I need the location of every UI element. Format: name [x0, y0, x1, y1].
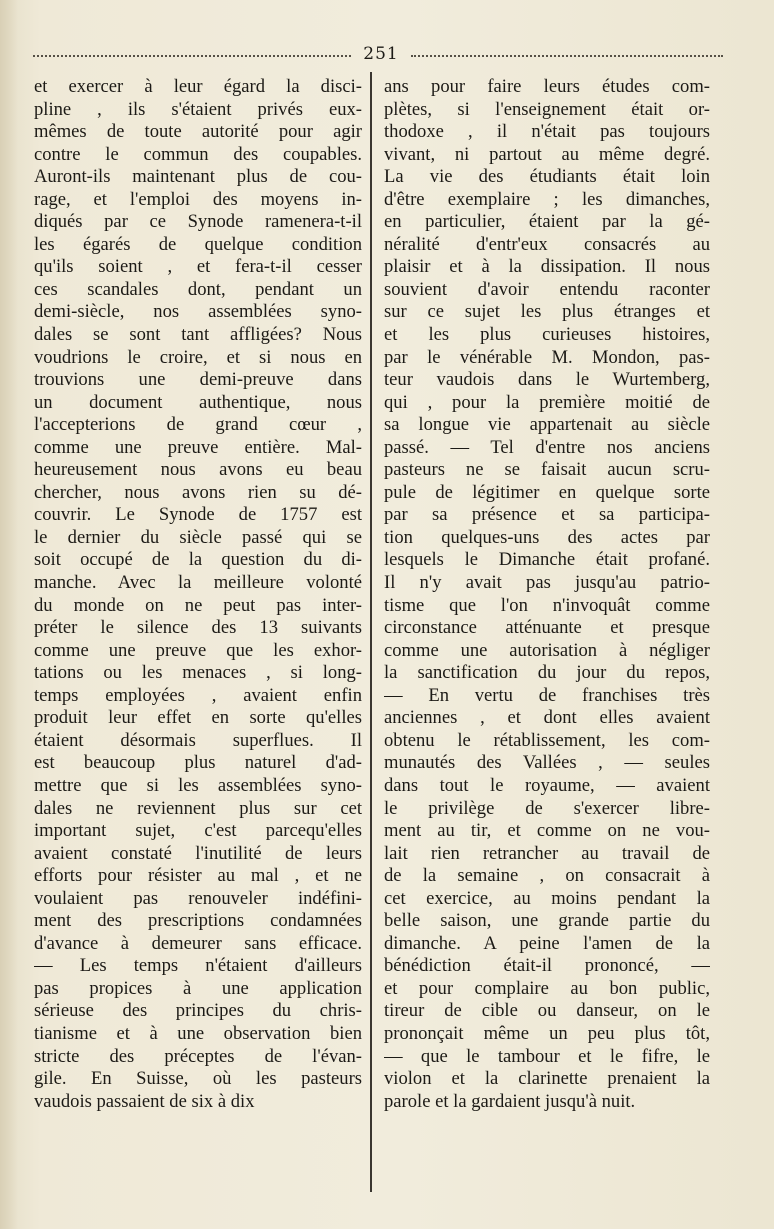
- text-column-right: [384, 76, 710, 1113]
- text-line: comme une autorisation à négliger: [384, 639, 710, 661]
- text-line: obtenu le rétablissement, les com-: [384, 729, 710, 751]
- text-line: l'accepterions de grand cœur ,: [34, 414, 362, 436]
- text-line: demi-siècle, nos assemblées syno-: [34, 301, 362, 323]
- text-line: dans tout le royaume, — avaient: [384, 774, 710, 796]
- text-line: couvrir. Le Synode de 1757 est: [34, 504, 362, 526]
- text-line: comme une preuve que les exhor-: [34, 639, 362, 661]
- text-line: d'avance à demeurer sans efficace.: [34, 932, 362, 954]
- text-line: trouvions une demi-preuve dans: [34, 369, 362, 391]
- text-line: le privilège de s'exercer libre-: [384, 797, 710, 819]
- text-line: anciennes , et dont elles avaient: [384, 707, 710, 729]
- text-line: pule de légitimer en quelque sorte: [384, 481, 710, 503]
- text-column-left: [34, 76, 362, 1113]
- text-line: soit occupé de la question du di-: [34, 549, 362, 571]
- text-line: ment des prescriptions condamnées: [34, 910, 362, 932]
- text-line: par sa présence et sa participa-: [384, 504, 710, 526]
- text-line: sur ce sujet les plus étranges et: [384, 301, 710, 323]
- text-line: bénédiction était-il prononcé, —: [384, 955, 710, 977]
- text-line: plaisir et à la dissipation. Il nous: [384, 256, 710, 278]
- text-line: et exercer à leur égard la disci-: [34, 76, 362, 97]
- text-line: diqués par ce Synode ramenera-t-il: [34, 211, 362, 233]
- page-header: [33, 42, 723, 66]
- text-line: munautés des Vallées , — seules: [384, 752, 710, 774]
- text-line: efforts pour résister au mal , et ne: [34, 865, 362, 887]
- text-line: pline , ils s'étaient privés eux-: [34, 98, 362, 120]
- text-line: voulaient pas renouveler indéfini-: [34, 887, 362, 909]
- header-rule-left: [33, 55, 351, 57]
- text-line: tireur de cible ou danseur, on le: [384, 1000, 710, 1022]
- column-divider: [370, 72, 372, 1192]
- text-line: préter le silence des 13 suivants: [34, 617, 362, 639]
- page-number: 251: [363, 44, 399, 64]
- text-line: voudrions le croire, et si nous en: [34, 346, 362, 368]
- text-line: lait rien retrancher au travail de: [384, 842, 710, 864]
- text-line: mettre que si les assemblées syno-: [34, 774, 362, 796]
- text-line: tion quelques-uns des actes par: [384, 526, 710, 548]
- text-line: mêmes de toute autorité pour agir: [34, 121, 362, 143]
- text-line: belle saison, une grande partie du: [384, 910, 710, 932]
- text-line: en particulier, étaient par la gé-: [384, 211, 710, 233]
- text-line: Il n'y avait pas jusqu'au patrio-: [384, 572, 710, 594]
- text-line: circonstance atténuante et presque: [384, 617, 710, 639]
- text-line: vivant, ni partout au même degré.: [384, 143, 710, 165]
- text-line: — Les temps n'étaient d'ailleurs: [34, 955, 362, 977]
- text-line: thodoxe , il n'était pas toujours: [384, 121, 710, 143]
- text-line: tations ou les menaces , si long-: [34, 662, 362, 684]
- text-line: dimanche. A peine l'amen de la: [384, 932, 710, 954]
- text-line: la sanctification du jour du repos,: [384, 662, 710, 684]
- text-line: un document authentique, nous: [34, 391, 362, 413]
- text-line: violon et la clarinette prenaient la: [384, 1068, 710, 1090]
- text-line: par le vénérable M. Mondon, pas-: [384, 346, 710, 368]
- text-line: de la semaine , on consacrait à: [384, 865, 710, 887]
- text-line: du monde on ne peut pas inter-: [34, 594, 362, 616]
- text-line: contre le commun des coupables.: [34, 143, 362, 165]
- text-line: sérieuse des principes du chris-: [34, 1000, 362, 1022]
- text-line: lesquels le Dimanche était profané.: [384, 549, 710, 571]
- text-line: dales se sont tant affligées? Nous: [34, 324, 362, 346]
- text-line: plètes, si l'enseignement était or-: [384, 98, 710, 120]
- text-line: important sujet, c'est parcequ'elles: [34, 820, 362, 842]
- text-line: prononçait même un peu plus tôt,: [384, 1022, 710, 1044]
- text-line: le dernier du siècle passé qui se: [34, 526, 362, 548]
- text-line: stricte des préceptes de l'évan-: [34, 1045, 362, 1067]
- text-line: sa longue vie appartenait au siècle: [384, 414, 710, 436]
- text-line: comme une preuve entière. Mal-: [34, 436, 362, 458]
- text-line: parole et la gardaient jusqu'à nuit.: [384, 1090, 636, 1112]
- text-line: les égarés de quelque condition: [34, 233, 362, 255]
- text-line: passé. — Tel d'entre nos anciens: [384, 436, 710, 458]
- text-line: tisme que l'on n'invoquât comme: [384, 594, 710, 616]
- text-line: souvient d'avoir entendu raconter: [384, 278, 710, 300]
- text-line: produit leur effet en sorte qu'elles: [34, 707, 362, 729]
- text-line: et pour complaire au bon public,: [384, 977, 710, 999]
- text-line: ces scandales dont, pendant un: [34, 278, 362, 300]
- text-line: néralité d'entr'eux consacrés au: [384, 233, 710, 255]
- text-line: — que le tambour et le fifre, le: [384, 1045, 710, 1067]
- text-line: rage, et l'emploi des moyens in-: [34, 188, 362, 210]
- text-line: ans pour faire leurs études com-: [384, 76, 710, 97]
- text-line: tianisme et à une observation bien: [34, 1022, 362, 1044]
- page-gutter-shadow: [0, 0, 18, 1229]
- text-line: qu'ils soient , et fera-t-il cesser: [34, 256, 362, 278]
- text-line: gile. En Suisse, où les pasteurs: [34, 1068, 362, 1090]
- text-line: — En vertu de franchises très: [384, 684, 710, 706]
- text-line: temps employées , avaient enfin: [34, 684, 362, 706]
- text-line: et les plus curieuses histoires,: [384, 324, 710, 346]
- text-line: d'être exemplaire ; les dimanches,: [384, 188, 710, 210]
- text-line: vaudois passaient de six à dix: [34, 1090, 255, 1112]
- text-line: heureusement nous avons eu beau: [34, 459, 362, 481]
- text-line: qui , pour la première moitié de: [384, 391, 710, 413]
- text-line: est beaucoup plus naturel d'ad-: [34, 752, 362, 774]
- text-line: manche. Avec la meilleure volonté: [34, 572, 362, 594]
- text-line: avaient constaté l'inutilité de leurs: [34, 842, 362, 864]
- text-line: ment au tir, et comme on ne vou-: [384, 820, 710, 842]
- text-line: pas propices à une application: [34, 977, 362, 999]
- text-line: dales ne reviennent plus sur cet: [34, 797, 362, 819]
- header-rule-right: [411, 55, 723, 57]
- text-line: La vie des étudiants était loin: [384, 166, 710, 188]
- text-line: Auront-ils maintenant plus de cou-: [34, 166, 362, 188]
- text-line: cet exercice, au moins pendant la: [384, 887, 710, 909]
- text-line: chercher, nous avons rien su dé-: [34, 481, 362, 503]
- text-line: teur vaudois dans le Wurtemberg,: [384, 369, 710, 391]
- text-line: pasteurs ne se faisait aucun scru-: [384, 459, 710, 481]
- text-line: étaient désormais superflues. Il: [34, 729, 362, 751]
